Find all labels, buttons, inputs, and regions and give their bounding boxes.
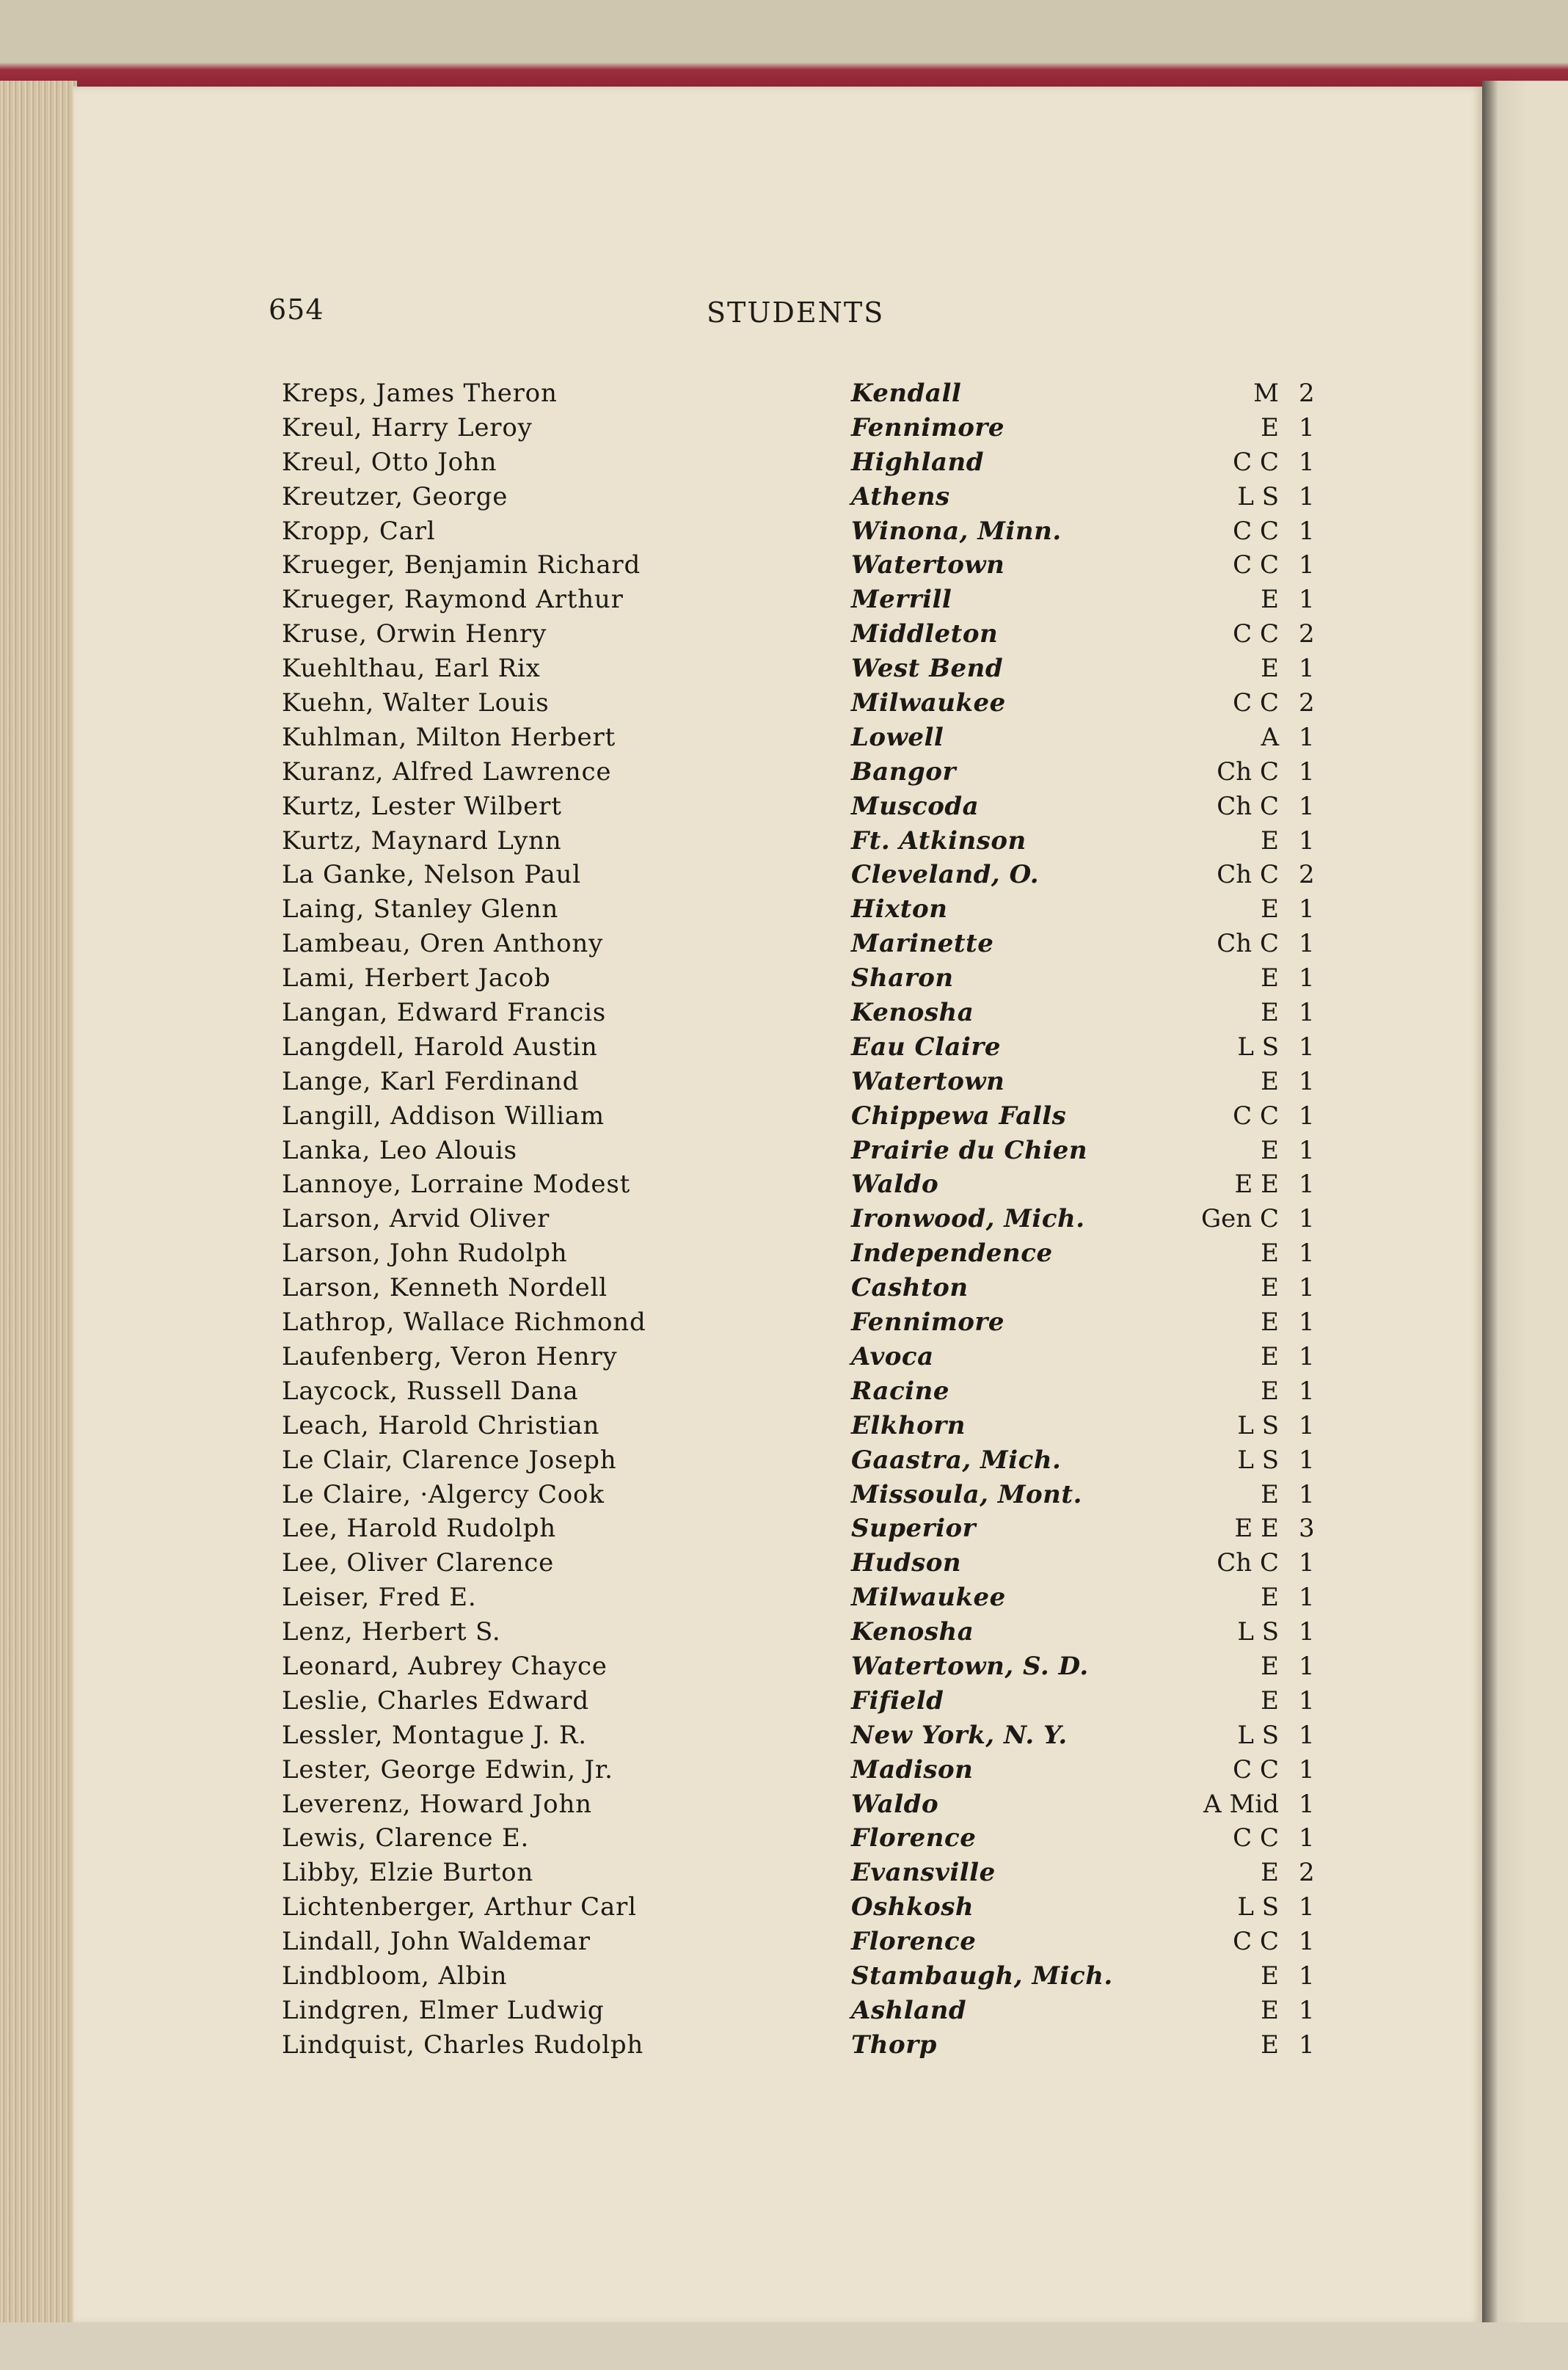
student-entry [0,1374,1409,1409]
hometown: Milwaukee [851,688,1006,718]
student-name: Kurtz, Lester Wilbert [282,791,562,821]
student-name: Lathrop, Wallace Richmond [282,1308,646,1338]
student-entry [0,686,1409,721]
year-number: 1 [1299,1170,1315,1200]
college-code: Ch C [1217,756,1279,787]
hometown: Winona, Minn. [851,516,1062,546]
college-code: E [1261,1961,1279,1991]
student-name: Le Claire, ·Algercy Cook [282,1479,605,1509]
year-number: 1 [1299,1892,1315,1922]
student-entry [0,1030,1409,1065]
student-entry [0,1787,1409,1822]
student-name: Larson, John Rudolph [282,1239,568,1269]
year-number: 1 [1299,1789,1315,1819]
student-name: Lanka, Leo Alouis [282,1135,517,1165]
hometown: Avoca [851,1341,934,1371]
student-entry [0,480,1409,514]
hometown: Florence [851,1823,977,1853]
year-number: 1 [1299,1754,1315,1784]
student-name: Kreul, Harry Leroy [282,412,533,442]
student-entry [0,1649,1409,1684]
college-code: E [1261,894,1279,925]
college-code: E [1261,1273,1279,1303]
student-entry [0,411,1409,445]
student-entry [0,1821,1409,1856]
college-code: E [1261,585,1279,615]
hometown: Fifield [851,1685,944,1715]
hometown: Prairie du Chien [851,1135,1088,1165]
college-code: E [1261,963,1279,993]
hometown: Fennimore [851,1308,1004,1338]
year-number: 1 [1299,1823,1315,1853]
student-name: Lindall, John Waldemar [282,1927,591,1957]
student-entry [0,617,1409,652]
college-code: E E [1234,1170,1279,1200]
year-number: 1 [1299,481,1315,511]
college-code: Gen C [1200,1204,1279,1234]
college-code: L S [1237,1410,1279,1440]
student-entry [0,1546,1409,1580]
year-number: 1 [1299,1066,1315,1096]
college-code: C C [1233,1101,1279,1131]
college-code: Ch C [1217,1548,1279,1578]
hometown: Superior [851,1514,977,1544]
hometown: Florence [851,1927,977,1957]
year-number: 1 [1299,1685,1315,1715]
hometown: Racine [851,1376,950,1406]
year-number: 1 [1299,654,1315,684]
year-number: 1 [1299,1135,1315,1165]
hometown: Madison [851,1754,974,1784]
student-name: Kreps, James Theron [282,379,558,408]
student-name: Lessler, Montague J. R. [282,1720,587,1750]
student-name: Libby, Elzie Burton [282,1858,534,1888]
year-number: 1 [1299,963,1315,993]
college-code: C C [1233,550,1279,580]
college-code: E [1261,2030,1279,2060]
hometown: Watertown [851,1066,1005,1096]
hometown: Kenosha [851,998,974,1028]
college-code: E [1261,1858,1279,1888]
college-code: C C [1233,688,1279,718]
student-entry [0,927,1409,961]
year-number: 1 [1299,1273,1315,1303]
year-number: 2 [1299,1858,1315,1888]
student-name: Kuhlman, Milton Herbert [282,722,616,752]
student-name: Kuehlthau, Earl Rix [282,654,541,684]
year-number: 1 [1299,1308,1315,1338]
college-code: E [1261,1341,1279,1371]
student-name: Leslie, Charles Edward [282,1685,589,1715]
student-name: Le Clair, Clarence Joseph [282,1445,617,1475]
student-entry [0,1512,1409,1546]
college-code: Ch C [1217,860,1279,890]
student-entry [0,1134,1409,1168]
college-code: L S [1237,1720,1279,1750]
year-number: 1 [1299,1961,1315,1991]
student-entry [0,892,1409,927]
student-name: Lenz, Herbert S. [282,1617,501,1647]
year-number: 1 [1299,1032,1315,1062]
hometown: Gaastra, Mich. [851,1445,1062,1475]
year-number: 1 [1299,1445,1315,1475]
student-entry [0,2028,1409,2063]
college-code: E E [1234,1514,1279,1544]
student-entry [0,1271,1409,1305]
student-entry [0,1305,1409,1340]
college-code: A [1261,722,1279,752]
student-name: Lindgren, Elmer Ludwig [282,1995,605,2025]
hometown: Elkhorn [851,1410,966,1440]
student-name: Kuranz, Alfred Lawrence [282,756,612,787]
student-name: Kuehn, Walter Louis [282,688,550,718]
college-code: E [1261,1583,1279,1613]
student-entry [0,1753,1409,1787]
year-number: 1 [1299,825,1315,856]
year-number: 1 [1299,1239,1315,1269]
college-code: L S [1237,481,1279,511]
year-number: 1 [1299,1410,1315,1440]
hometown: New York, N. Y. [851,1720,1068,1750]
student-name: La Ganke, Nelson Paul [282,860,581,890]
college-code: E [1261,825,1279,856]
student-name: Langill, Addison William [282,1101,605,1131]
student-entry [0,1099,1409,1134]
college-code: L S [1237,1892,1279,1922]
student-name: Lichtenberger, Arthur Carl [282,1892,637,1922]
student-list [0,376,1409,2063]
college-code: E [1261,1239,1279,1269]
hometown: Missoula, Mont. [851,1479,1082,1509]
year-number: 1 [1299,1583,1315,1613]
college-code: C C [1233,1823,1279,1853]
student-name: Lee, Harold Rudolph [282,1514,556,1544]
student-entry [0,1856,1409,1890]
student-entry [0,824,1409,858]
year-number: 1 [1299,1376,1315,1406]
year-number: 2 [1299,619,1315,649]
student-entry [0,1202,1409,1236]
student-name: Leiser, Fred E. [282,1583,477,1613]
hometown: Ft. Atkinson [851,825,1027,856]
college-code: E [1261,1651,1279,1681]
book-binding-bottom [0,2322,1568,2370]
hometown: Eau Claire [851,1032,1001,1062]
student-entry [0,1615,1409,1649]
year-number: 1 [1299,1101,1315,1131]
student-name: Lester, George Edwin, Jr. [282,1754,613,1784]
student-entry [0,1065,1409,1099]
student-name: Langan, Edward Francis [282,998,607,1028]
student-entry [0,1478,1409,1512]
student-entry [0,445,1409,480]
year-number: 2 [1299,379,1315,408]
year-number: 1 [1299,1927,1315,1957]
hometown: Muscoda [851,791,980,821]
hometown: Kendall [851,379,962,408]
student-entry [0,961,1409,996]
student-entry [0,1994,1409,2028]
college-code: E [1261,1685,1279,1715]
college-code: C C [1233,447,1279,477]
college-code: C C [1233,1754,1279,1784]
hometown: Athens [851,481,950,511]
student-entry [0,583,1409,617]
hometown: Sharon [851,963,954,993]
hometown: Bangor [851,756,956,787]
hometown: Stambaugh, Mich. [851,1961,1113,1991]
student-name: Lewis, Clarence E. [282,1823,530,1853]
hometown: Milwaukee [851,1583,1006,1613]
student-entry [0,1167,1409,1202]
student-name: Krueger, Benjamin Richard [282,550,641,580]
student-entry [0,1580,1409,1615]
student-entry [0,1890,1409,1925]
college-code: E [1261,1995,1279,2025]
hometown: Chippewa Falls [851,1101,1067,1131]
student-name: Leverenz, Howard John [282,1789,592,1819]
hometown: Waldo [851,1789,939,1819]
student-name: Lindbloom, Albin [282,1961,508,1991]
college-code: L S [1237,1445,1279,1475]
student-name: Laing, Stanley Glenn [282,894,559,925]
college-code: E [1261,1135,1279,1165]
year-number: 1 [1299,929,1315,959]
hometown: Fennimore [851,412,1004,442]
student-name: Kurtz, Maynard Lynn [282,825,562,856]
hometown: Ironwood, Mich. [851,1204,1085,1234]
hometown: Watertown [851,550,1005,580]
year-number: 1 [1299,1720,1315,1750]
college-code: L S [1237,1032,1279,1062]
year-number: 1 [1299,998,1315,1028]
student-entry [0,1236,1409,1271]
student-name: Larson, Kenneth Nordell [282,1273,608,1303]
year-number: 1 [1299,550,1315,580]
year-number: 1 [1299,1651,1315,1681]
hometown: Evansville [851,1858,996,1888]
year-number: 1 [1299,1341,1315,1371]
college-code: A Mid [1203,1789,1279,1819]
student-entry [0,1340,1409,1374]
student-entry [0,1684,1409,1718]
college-code: E [1261,1066,1279,1096]
student-name: Kropp, Carl [282,516,436,546]
year-number: 2 [1299,860,1315,890]
student-entry [0,548,1409,583]
year-number: 3 [1299,1514,1315,1544]
college-code: E [1261,654,1279,684]
student-entry [0,996,1409,1030]
student-name: Lange, Karl Ferdinand [282,1066,580,1096]
student-name: Lindquist, Charles Rudolph [282,2030,644,2060]
college-code: C C [1233,619,1279,649]
college-code: Ch C [1217,929,1279,959]
hometown: Marinette [851,929,994,959]
student-entry [0,1443,1409,1478]
hometown: Merrill [851,585,952,615]
hometown: Highland [851,447,984,477]
college-code: E [1261,998,1279,1028]
student-name: Laufenberg, Veron Henry [282,1341,618,1371]
year-number: 1 [1299,447,1315,477]
year-number: 1 [1299,791,1315,821]
student-name: Lannoye, Lorraine Modest [282,1170,631,1200]
year-number: 1 [1299,1548,1315,1578]
student-entry [0,755,1409,790]
student-name: Krueger, Raymond Arthur [282,585,624,615]
year-number: 1 [1299,2030,1315,2060]
hometown: Independence [851,1239,1053,1269]
college-code: E [1261,412,1279,442]
hometown: Watertown, S. D. [851,1651,1089,1681]
hometown: Lowell [851,722,944,752]
student-entry [0,790,1409,824]
student-entry [0,1959,1409,1994]
college-code: E [1261,1376,1279,1406]
college-code: E [1261,1479,1279,1509]
student-entry [0,858,1409,892]
hometown: Cleveland, O. [851,860,1040,890]
student-name: Kreul, Otto John [282,447,497,477]
college-code: L S [1237,1617,1279,1647]
year-number: 2 [1299,688,1315,718]
page-number: 654 [269,293,324,326]
hometown: Cashton [851,1273,969,1303]
student-name: Kreutzer, George [282,481,508,511]
student-name: Larson, Arvid Oliver [282,1204,550,1234]
student-name: Langdell, Harold Austin [282,1032,598,1062]
year-number: 1 [1299,722,1315,752]
hometown: Hixton [851,894,948,925]
year-number: 1 [1299,1995,1315,2025]
student-name: Kruse, Orwin Henry [282,619,547,649]
hometown: Oshkosh [851,1892,974,1922]
student-name: Lee, Oliver Clarence [282,1548,555,1578]
student-name: Leach, Harold Christian [282,1410,600,1440]
hometown: Ashland [851,1995,967,2025]
year-number: 1 [1299,756,1315,787]
year-number: 1 [1299,1617,1315,1647]
college-code: C C [1233,1927,1279,1957]
hometown: Waldo [851,1170,939,1200]
year-number: 1 [1299,585,1315,615]
college-code: E [1261,1308,1279,1338]
college-code: Ch C [1217,791,1279,821]
running-head: STUDENTS [707,296,885,329]
year-number: 1 [1299,516,1315,546]
student-name: Laycock, Russell Dana [282,1376,579,1406]
year-number: 1 [1299,1204,1315,1234]
student-entry [0,652,1409,686]
year-number: 1 [1299,894,1315,925]
student-entry [0,376,1409,411]
student-entry [0,1718,1409,1753]
college-code: C C [1233,516,1279,546]
book-gutter-right [1482,81,1568,2330]
hometown: Hudson [851,1548,962,1578]
hometown: Middleton [851,619,999,649]
student-entry [0,721,1409,755]
hometown: West Bend [851,654,1004,684]
student-name: Lami, Herbert Jacob [282,963,551,993]
hometown: Kenosha [851,1617,974,1647]
hometown: Thorp [851,2030,937,2060]
student-entry [0,1409,1409,1443]
year-number: 1 [1299,1479,1315,1509]
year-number: 1 [1299,412,1315,442]
student-name: Leonard, Aubrey Chayce [282,1651,608,1681]
student-name: Lambeau, Oren Anthony [282,929,604,959]
student-entry [0,1925,1409,1959]
college-code: M [1253,379,1279,408]
student-entry [0,514,1409,549]
